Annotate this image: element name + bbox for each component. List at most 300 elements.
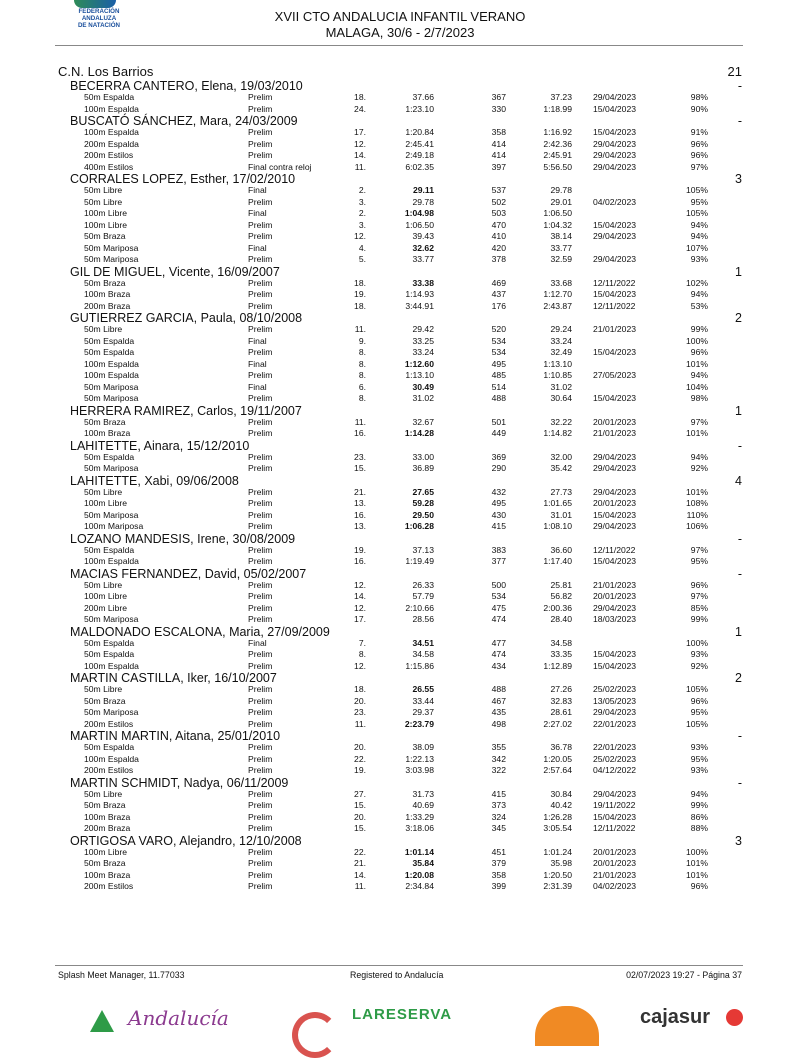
improvement-percent: 107% bbox=[686, 242, 708, 253]
points: 430 bbox=[491, 509, 506, 520]
swim-time: 1:04.98 bbox=[404, 208, 434, 218]
place: 20. bbox=[354, 695, 366, 706]
swim-time: 37.13 bbox=[412, 544, 434, 555]
points: 435 bbox=[491, 707, 506, 717]
place: 19. bbox=[354, 289, 366, 299]
event-name: 100m Braza bbox=[84, 811, 131, 822]
result-row bbox=[0, 359, 800, 371]
improvement-percent: 94% bbox=[690, 231, 708, 241]
swim-time: 36.89 bbox=[412, 463, 434, 473]
place: 2. bbox=[358, 185, 366, 195]
round-type: Prelim bbox=[248, 521, 273, 531]
athlete-medal-count: 3 bbox=[735, 172, 742, 186]
swim-time: 2:45.41 bbox=[405, 138, 434, 149]
points: 498 bbox=[491, 718, 506, 729]
improvement-percent: 110% bbox=[686, 509, 708, 520]
previous-best: 32.00 bbox=[550, 451, 572, 462]
event-name: 100m Espalda bbox=[84, 370, 139, 380]
athlete-name: LOZANO MANDESIS, Irene, 30/08/2009 bbox=[70, 531, 296, 546]
result-row bbox=[0, 220, 800, 232]
result-row bbox=[0, 336, 800, 348]
improvement-percent: 53% bbox=[690, 300, 708, 311]
previous-best: 1:20.05 bbox=[543, 753, 572, 764]
points: 449 bbox=[491, 428, 506, 438]
round-type: Final bbox=[248, 335, 267, 346]
result-row bbox=[0, 556, 800, 568]
event-name: 50m Espalda bbox=[84, 637, 135, 648]
place: 27. bbox=[354, 788, 366, 799]
swim-time: 1:22.13 bbox=[405, 753, 434, 764]
improvement-percent: 88% bbox=[690, 823, 708, 833]
points: 399 bbox=[491, 881, 506, 891]
result-row bbox=[0, 417, 800, 429]
swim-time: 29.11 bbox=[412, 185, 434, 195]
swim-time: 28.56 bbox=[412, 614, 434, 624]
place: 19. bbox=[354, 544, 366, 555]
points: 500 bbox=[491, 579, 506, 590]
points: 534 bbox=[491, 591, 506, 601]
swim-time: 26.55 bbox=[412, 684, 434, 694]
points: 415 bbox=[491, 788, 506, 799]
athlete-header bbox=[0, 568, 800, 580]
points: 501 bbox=[491, 416, 506, 427]
improvement-percent: 98% bbox=[690, 393, 708, 403]
improvement-percent: 96% bbox=[690, 579, 708, 590]
points: 477 bbox=[491, 637, 506, 648]
round-type: Prelim bbox=[248, 800, 273, 810]
round-type: Prelim bbox=[248, 846, 273, 857]
result-row bbox=[0, 742, 800, 754]
result-row bbox=[0, 278, 800, 290]
previous-best: 31.02 bbox=[550, 381, 572, 392]
result-row bbox=[0, 881, 800, 893]
result-row bbox=[0, 707, 800, 719]
previous-best: 1:06.50 bbox=[543, 208, 572, 218]
athlete-medal-count: - bbox=[737, 79, 742, 93]
swim-time: 2:10.66 bbox=[405, 602, 434, 613]
previous-best: 27.73 bbox=[550, 486, 572, 497]
swim-time: 32.62 bbox=[412, 242, 434, 253]
previous-best: 1:01.24 bbox=[543, 846, 572, 857]
event-name: 50m Libre bbox=[84, 788, 123, 799]
previous-best-date: 20/01/2023 bbox=[593, 416, 637, 427]
round-type: Prelim bbox=[248, 428, 273, 438]
result-row bbox=[0, 510, 800, 522]
previous-best-date: 29/04/2023 bbox=[593, 602, 637, 613]
place: 14. bbox=[354, 591, 366, 601]
round-type: Final bbox=[248, 185, 267, 195]
swim-time: 38.09 bbox=[412, 742, 434, 752]
previous-best-date: 15/04/2023 bbox=[593, 127, 637, 137]
points: 534 bbox=[491, 335, 506, 346]
swim-time: 27.65 bbox=[412, 486, 434, 497]
result-row bbox=[0, 614, 800, 626]
result-row bbox=[0, 603, 800, 615]
place: 18. bbox=[354, 684, 366, 694]
points: 474 bbox=[491, 649, 506, 659]
place: 11. bbox=[354, 161, 366, 172]
athlete-medal-count: 4 bbox=[735, 473, 742, 488]
swim-time: 3:18.06 bbox=[405, 823, 434, 833]
athlete-medal-count: - bbox=[737, 438, 742, 453]
athlete-header bbox=[0, 777, 800, 789]
previous-best: 1:16.92 bbox=[543, 127, 572, 137]
previous-best: 1:18.99 bbox=[543, 103, 572, 114]
previous-best-date: 29/04/2023 bbox=[593, 161, 637, 172]
footer-registered: Registered to Andalucía bbox=[350, 970, 444, 980]
result-row bbox=[0, 324, 800, 336]
previous-best: 37.23 bbox=[550, 92, 572, 102]
points: 437 bbox=[491, 289, 506, 299]
place: 13. bbox=[354, 498, 366, 508]
previous-best-date: 29/04/2023 bbox=[593, 254, 637, 264]
points: 358 bbox=[491, 869, 506, 880]
event-name: 50m Espalda bbox=[84, 335, 135, 346]
event-name: 100m Braza bbox=[84, 869, 131, 880]
points: 355 bbox=[491, 742, 506, 752]
points: 534 bbox=[491, 347, 506, 357]
result-row bbox=[0, 254, 800, 266]
previous-best: 1:10.85 bbox=[543, 370, 572, 380]
swim-time: 1:33.29 bbox=[405, 811, 434, 822]
event-name: 50m Libre bbox=[84, 684, 123, 694]
place: 8. bbox=[358, 370, 366, 380]
points: 474 bbox=[491, 614, 506, 624]
swim-time: 1:06.50 bbox=[405, 219, 434, 230]
previous-best-date: 21/01/2023 bbox=[593, 324, 637, 334]
round-type: Prelim bbox=[248, 684, 273, 694]
meet-subtitle: MALAGA, 30/6 - 2/7/2023 bbox=[325, 25, 475, 40]
round-type: Final bbox=[248, 381, 267, 392]
round-type: Prelim bbox=[248, 289, 273, 299]
event-name: 200m Espalda bbox=[84, 138, 139, 149]
result-row bbox=[0, 847, 800, 859]
round-type: Prelim bbox=[248, 138, 273, 149]
place: 3. bbox=[358, 219, 366, 230]
points: 369 bbox=[491, 451, 506, 462]
round-type: Prelim bbox=[248, 451, 273, 462]
round-type: Prelim bbox=[248, 219, 273, 230]
athlete-name: MALDONADO ESCALONA, Maria, 27/09/2009 bbox=[70, 624, 330, 639]
points: 420 bbox=[491, 242, 506, 253]
improvement-percent: 96% bbox=[690, 138, 708, 149]
event-name: 50m Braza bbox=[84, 858, 126, 868]
points: 432 bbox=[491, 486, 506, 497]
logo-wave-icon bbox=[74, 0, 116, 8]
points: 342 bbox=[491, 753, 506, 764]
previous-best-date: 15/04/2023 bbox=[593, 649, 637, 659]
place: 18. bbox=[354, 300, 366, 311]
improvement-percent: 93% bbox=[690, 742, 708, 752]
event-name: 50m Libre bbox=[84, 185, 123, 195]
logo-text: FEDERACIÓN ANDALUZA DE NATACIÓN bbox=[77, 8, 121, 29]
points: 451 bbox=[491, 846, 506, 857]
athlete-header bbox=[0, 80, 800, 92]
previous-best-date: 15/04/2023 bbox=[593, 660, 637, 671]
round-type: Prelim bbox=[248, 707, 273, 717]
event-name: 200m Estilos bbox=[84, 150, 134, 160]
previous-best: 2:42.36 bbox=[543, 138, 572, 149]
event-name: 50m Espalda bbox=[84, 451, 135, 462]
points: 520 bbox=[491, 324, 506, 334]
place: 12. bbox=[354, 602, 366, 613]
swim-time: 1:23.10 bbox=[405, 103, 434, 114]
swim-time: 1:12.60 bbox=[404, 358, 434, 369]
result-row bbox=[0, 789, 800, 801]
round-type: Prelim bbox=[248, 858, 273, 868]
place: 5. bbox=[358, 254, 366, 264]
previous-best: 1:20.50 bbox=[543, 869, 572, 880]
improvement-percent: 96% bbox=[690, 695, 708, 706]
footer-software: Splash Meet Manager, 11.77033 bbox=[58, 970, 185, 980]
andalucia-a-icon bbox=[90, 1010, 114, 1032]
place: 15. bbox=[354, 800, 366, 810]
previous-best: 32.49 bbox=[550, 347, 572, 357]
result-row bbox=[0, 452, 800, 464]
round-type: Prelim bbox=[248, 788, 273, 799]
place: 15. bbox=[354, 823, 366, 833]
previous-best: 1:26.28 bbox=[543, 811, 572, 822]
result-row bbox=[0, 765, 800, 777]
event-name: 50m Braza bbox=[84, 800, 126, 810]
improvement-percent: 99% bbox=[690, 614, 708, 624]
swim-time: 29.50 bbox=[412, 509, 434, 520]
swim-time: 3:44.91 bbox=[405, 300, 434, 311]
event-name: 100m Espalda bbox=[84, 660, 139, 671]
athlete-header bbox=[0, 440, 800, 452]
event-name: 50m Braza bbox=[84, 231, 126, 241]
result-row bbox=[0, 370, 800, 382]
place: 9. bbox=[358, 335, 366, 346]
result-row bbox=[0, 858, 800, 870]
previous-best: 35.98 bbox=[550, 858, 572, 868]
round-type: Prelim bbox=[248, 556, 273, 566]
result-row bbox=[0, 870, 800, 882]
improvement-percent: 94% bbox=[690, 219, 708, 230]
athlete-name: BECERRA CANTERO, Elena, 19/03/2010 bbox=[70, 79, 303, 93]
result-row bbox=[0, 197, 800, 209]
improvement-percent: 108% bbox=[686, 498, 708, 508]
round-type: Prelim bbox=[248, 509, 273, 520]
event-name: 50m Braza bbox=[84, 277, 126, 288]
result-row bbox=[0, 289, 800, 301]
previous-best-date: 04/02/2023 bbox=[593, 196, 637, 207]
event-name: 100m Libre bbox=[84, 846, 127, 857]
place: 21. bbox=[354, 486, 366, 497]
swim-time: 35.84 bbox=[412, 858, 434, 868]
previous-best-date: 04/12/2022 bbox=[593, 765, 637, 775]
place: 11. bbox=[354, 324, 366, 334]
previous-best-date: 13/05/2023 bbox=[593, 695, 637, 706]
result-row bbox=[0, 696, 800, 708]
place: 15. bbox=[354, 463, 366, 473]
swim-time: 1:01.14 bbox=[404, 846, 434, 857]
round-type: Prelim bbox=[248, 498, 273, 508]
swim-time: 1:20.08 bbox=[404, 869, 434, 880]
athlete-header bbox=[0, 312, 800, 324]
previous-best-date: 20/01/2023 bbox=[593, 846, 637, 857]
previous-best-date: 20/01/2023 bbox=[593, 591, 637, 601]
round-type: Prelim bbox=[248, 324, 273, 334]
points: 345 bbox=[491, 823, 506, 833]
previous-best-date: 12/11/2022 bbox=[593, 823, 636, 833]
improvement-percent: 105% bbox=[686, 185, 708, 195]
athlete-header bbox=[0, 405, 800, 417]
result-row bbox=[0, 638, 800, 650]
event-name: 50m Libre bbox=[84, 324, 123, 334]
event-name: 50m Mariposa bbox=[84, 463, 139, 473]
round-type: Prelim bbox=[248, 300, 273, 311]
improvement-percent: 96% bbox=[690, 881, 708, 891]
result-row bbox=[0, 127, 800, 139]
event-name: 200m Estilos bbox=[84, 881, 134, 891]
round-type: Prelim bbox=[248, 254, 273, 264]
event-name: 50m Braza bbox=[84, 695, 126, 706]
swim-time: 31.02 bbox=[412, 393, 434, 403]
result-row bbox=[0, 382, 800, 394]
result-row bbox=[0, 231, 800, 243]
athlete-name: HERRERA RAMIREZ, Carlos, 19/11/2007 bbox=[70, 403, 302, 418]
place: 11. bbox=[354, 881, 366, 891]
previous-best-date: 21/01/2023 bbox=[593, 869, 637, 880]
points: 367 bbox=[491, 92, 506, 102]
result-row bbox=[0, 521, 800, 533]
points: 514 bbox=[491, 381, 506, 392]
swim-time: 1:06.28 bbox=[404, 521, 434, 531]
result-row bbox=[0, 812, 800, 824]
previous-best-date: 29/04/2023 bbox=[593, 707, 637, 717]
result-row bbox=[0, 498, 800, 510]
previous-best-date: 15/04/2023 bbox=[593, 393, 637, 403]
round-type: Final bbox=[248, 358, 267, 369]
improvement-percent: 101% bbox=[686, 428, 708, 438]
swim-time: 26.33 bbox=[412, 579, 434, 590]
previous-best-date: 22/01/2023 bbox=[593, 718, 637, 729]
previous-best: 56.82 bbox=[550, 591, 572, 601]
points: 322 bbox=[491, 765, 506, 775]
place: 16. bbox=[354, 509, 366, 520]
round-type: Prelim bbox=[248, 765, 273, 775]
points: 470 bbox=[491, 219, 506, 230]
points: 176 bbox=[491, 300, 506, 311]
previous-best: 2:57.64 bbox=[543, 765, 572, 775]
improvement-percent: 105% bbox=[686, 208, 708, 218]
previous-best: 33.24 bbox=[550, 335, 572, 346]
round-type: Prelim bbox=[248, 347, 273, 357]
event-name: 50m Espalda bbox=[84, 742, 135, 752]
improvement-percent: 96% bbox=[690, 347, 708, 357]
previous-best: 1:12.70 bbox=[543, 289, 572, 299]
round-type: Prelim bbox=[248, 103, 273, 114]
place: 11. bbox=[354, 416, 366, 427]
previous-best-date: 29/04/2023 bbox=[593, 521, 637, 531]
result-row bbox=[0, 800, 800, 812]
athlete-header bbox=[0, 266, 800, 278]
athlete-medal-count: - bbox=[737, 566, 742, 581]
event-name: 100m Mariposa bbox=[84, 521, 144, 531]
improvement-percent: 94% bbox=[690, 289, 708, 299]
swim-time: 1:13.10 bbox=[405, 370, 434, 380]
athlete-header bbox=[0, 730, 800, 742]
previous-best: 30.64 bbox=[550, 393, 572, 403]
previous-best-date: 29/04/2023 bbox=[593, 92, 637, 102]
previous-best-date: 19/11/2022 bbox=[593, 800, 636, 810]
result-row bbox=[0, 139, 800, 151]
athlete-name: GUTIERREZ GARCIA, Paula, 08/10/2008 bbox=[70, 311, 303, 325]
place: 4. bbox=[358, 242, 366, 253]
points: 503 bbox=[491, 208, 506, 218]
previous-best: 2:00.36 bbox=[543, 602, 572, 613]
event-name: 50m Espalda bbox=[84, 347, 135, 357]
previous-best-date: 29/04/2023 bbox=[593, 486, 637, 497]
result-row bbox=[0, 591, 800, 603]
place: 22. bbox=[354, 753, 366, 764]
improvement-percent: 100% bbox=[686, 335, 708, 346]
footer-divider bbox=[55, 965, 743, 966]
swim-time: 59.28 bbox=[412, 498, 434, 508]
place: 20. bbox=[354, 811, 366, 822]
event-name: 100m Libre bbox=[84, 219, 127, 230]
ds-logo-icon bbox=[535, 1006, 599, 1046]
previous-best: 28.61 bbox=[550, 707, 572, 717]
athlete-name: GIL DE MIGUEL, Vicente, 16/09/2007 bbox=[70, 264, 280, 279]
athlete-header bbox=[0, 672, 800, 684]
event-name: 50m Braza bbox=[84, 416, 126, 427]
athlete-name: MARTIN CASTILLA, Iker, 16/10/2007 bbox=[70, 671, 277, 685]
improvement-percent: 85% bbox=[690, 602, 708, 613]
points: 414 bbox=[491, 150, 506, 160]
athlete-header bbox=[0, 626, 800, 638]
previous-best: 2:45.91 bbox=[543, 150, 572, 160]
previous-best: 32.22 bbox=[550, 416, 572, 427]
athlete-medal-count: - bbox=[737, 729, 742, 743]
points: 324 bbox=[491, 811, 506, 822]
round-type: Prelim bbox=[248, 196, 273, 207]
previous-best: 33.68 bbox=[550, 277, 572, 288]
previous-best: 35.42 bbox=[550, 463, 572, 473]
swim-time: 40.69 bbox=[412, 800, 434, 810]
improvement-percent: 101% bbox=[686, 486, 708, 497]
points: 358 bbox=[491, 127, 506, 137]
improvement-percent: 90% bbox=[690, 103, 708, 114]
result-row bbox=[0, 243, 800, 255]
round-type: Prelim bbox=[248, 92, 273, 102]
previous-best: 36.60 bbox=[550, 544, 572, 555]
improvement-percent: 96% bbox=[690, 150, 708, 160]
place: 16. bbox=[354, 428, 366, 438]
place: 7. bbox=[358, 637, 366, 648]
swim-time: 34.58 bbox=[412, 649, 434, 659]
round-type: Prelim bbox=[248, 393, 273, 403]
club-name: C.N. Los Barrios bbox=[58, 64, 154, 79]
swim-time: 2:34.84 bbox=[405, 881, 434, 891]
previous-best-date: 29/04/2023 bbox=[593, 150, 637, 160]
athlete-medal-count: - bbox=[737, 114, 742, 128]
improvement-percent: 94% bbox=[690, 788, 708, 799]
round-type: Prelim bbox=[248, 649, 273, 659]
round-type: Prelim bbox=[248, 742, 273, 752]
improvement-percent: 95% bbox=[690, 707, 708, 717]
round-type: Prelim bbox=[248, 127, 273, 137]
swim-time: 39.43 bbox=[412, 231, 434, 241]
place: 8. bbox=[358, 649, 366, 659]
points: 414 bbox=[491, 138, 506, 149]
improvement-percent: 101% bbox=[686, 358, 708, 369]
event-name: 400m Estilos bbox=[84, 161, 134, 172]
result-row bbox=[0, 545, 800, 557]
athlete-name: LAHITETTE, Ainara, 15/12/2010 bbox=[70, 438, 250, 453]
round-type: Prelim bbox=[248, 370, 273, 380]
